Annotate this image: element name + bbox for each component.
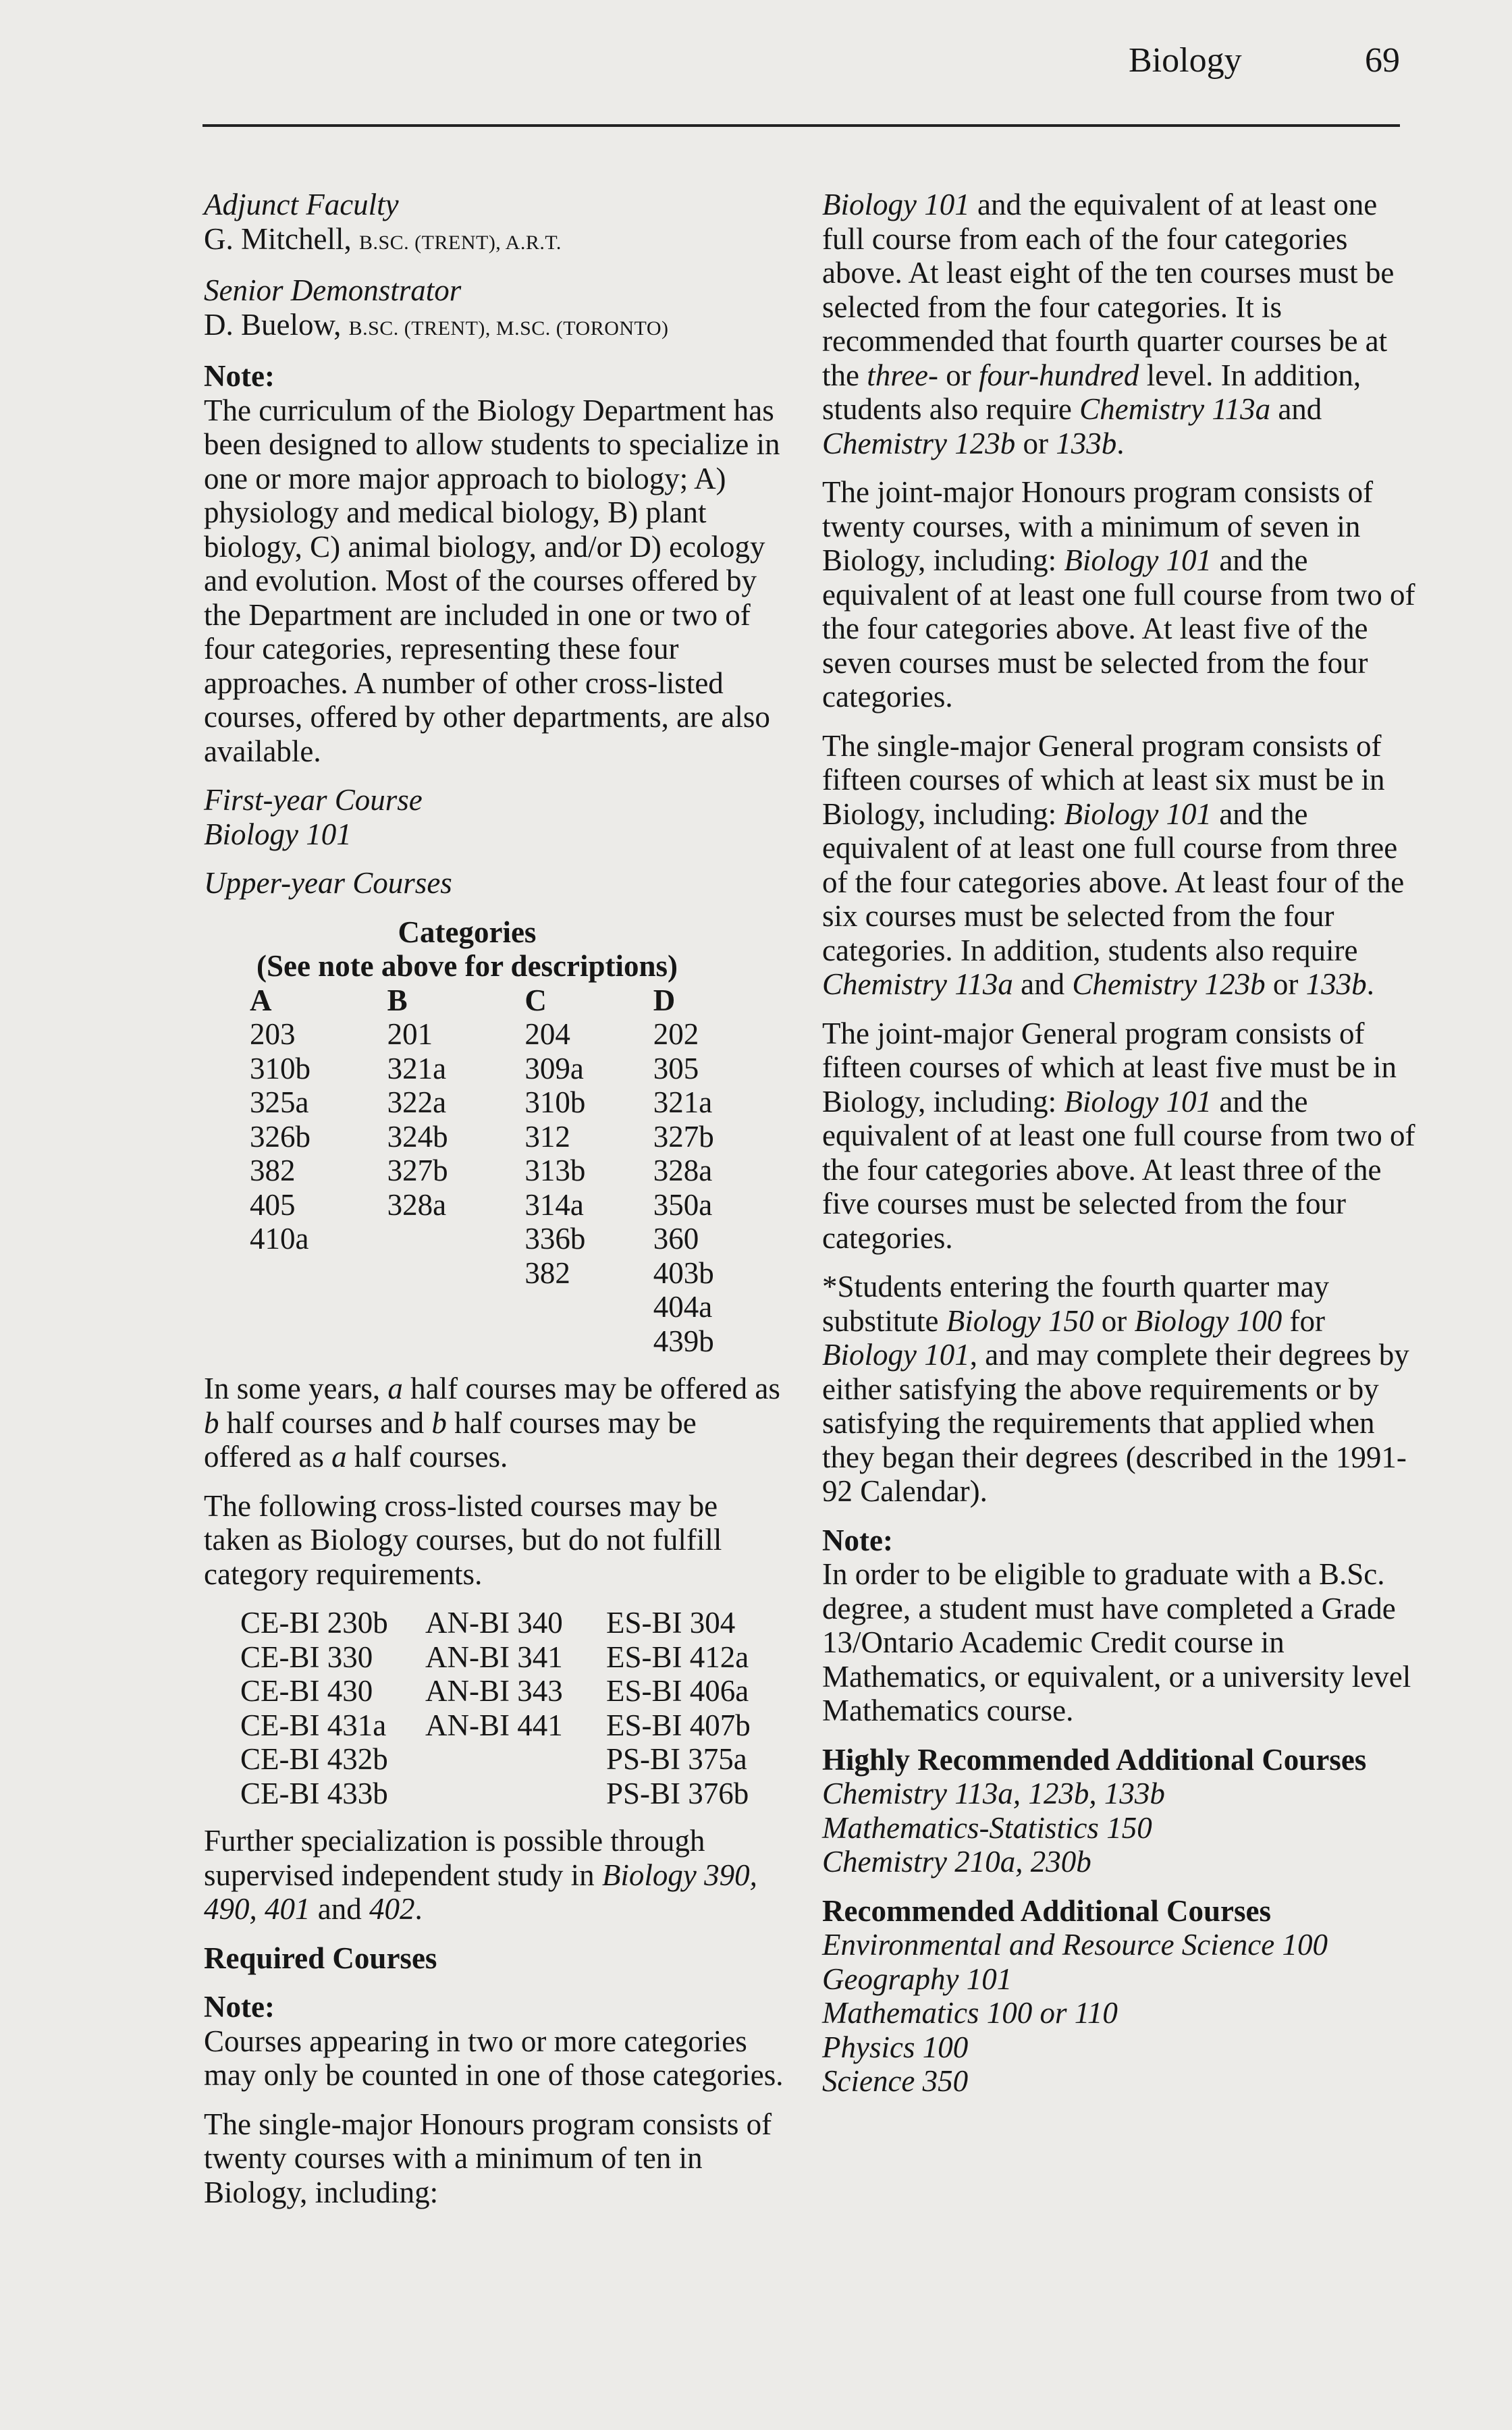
first-year-course: Biology 101: [204, 817, 352, 851]
text-run: Chemistry 113a: [1079, 392, 1271, 426]
category-count-note: Courses appearing in two or more categories may only be counted in one of those categories.: [204, 2024, 784, 2092]
note-heading: Note:: [204, 359, 275, 393]
table-row: [250, 1052, 784, 1086]
text-run: or: [1015, 426, 1056, 460]
text-run: Biology 101: [1064, 796, 1212, 831]
recommended-list: [822, 1928, 1416, 2099]
note-heading: Note:: [822, 1523, 893, 1557]
table-cell: CE-BI 432b: [240, 1742, 388, 1776]
demonstrator-entry: [204, 308, 784, 346]
table-cell: 310b: [524, 1085, 586, 1119]
text-run: or: [1094, 1303, 1135, 1338]
half-course-note: [204, 1372, 784, 1474]
table-cell: CE-BI 230b: [240, 1606, 388, 1640]
table-cell: ES-BI 406a: [606, 1674, 749, 1708]
text-run: three-: [867, 358, 939, 392]
text-run: .: [414, 1892, 423, 1926]
table-row: [240, 1674, 782, 1708]
text-run: and the equivalent of at least one full course from two of the four categories above. At least five of the seven courses must be selected from the four categories.: [822, 543, 1415, 713]
list-item: Chemistry 113a, 123b, 133b: [822, 1777, 1165, 1810]
table-cell: AN-BI 340: [425, 1606, 563, 1640]
list-item: Mathematics 100 or 110: [822, 1996, 1118, 2030]
text-run: .: [1366, 967, 1374, 1001]
highly-recommended-heading: Highly Recommended Additional Courses: [822, 1742, 1367, 1777]
text-run: four-hundred: [979, 358, 1139, 392]
table-cell: CE-BI 431a: [240, 1708, 387, 1742]
table-row: [240, 1640, 782, 1675]
text-run: Biology 150: [946, 1303, 1094, 1338]
note-heading: Note:: [204, 1990, 275, 2024]
categories-title: Categories: [398, 915, 537, 949]
table-cell: 404a: [653, 1290, 713, 1324]
text-run: Further specialization is possible through supervised independent study in: [204, 1824, 705, 1892]
table-cell: [425, 1742, 606, 1777]
table-cell: CE-BI 430: [240, 1674, 373, 1708]
table-cell: 327b: [387, 1154, 448, 1187]
text-run: a: [331, 1440, 347, 1474]
highly-recommended-list: [822, 1777, 1416, 1879]
text-run: 402: [369, 1892, 415, 1926]
column-header: B: [387, 983, 408, 1017]
table-cell: 305: [653, 1051, 699, 1085]
table-cell: [387, 1256, 525, 1291]
table-cell: CE-BI 433b: [240, 1776, 388, 1810]
table-cell: [524, 1290, 653, 1324]
table-row: [250, 1290, 784, 1324]
text-run: b: [204, 1405, 219, 1440]
list-item: Physics 100: [822, 2030, 969, 2064]
table-cell: 202: [653, 1017, 699, 1051]
list-item: Science 350: [822, 2064, 969, 2098]
categories-subtitle: (See note above for descriptions): [256, 949, 678, 983]
cross-listed-intro: The following cross-listed courses may be taken as Biology courses, but do not fulfill category requirements.: [204, 1488, 722, 1591]
table-cell: 314a: [524, 1187, 584, 1222]
text-run: Biology 100: [1134, 1303, 1282, 1338]
table-cell: [250, 1324, 387, 1359]
text-run: b: [431, 1405, 447, 1440]
table-cell: 322a: [387, 1085, 447, 1119]
table-row: [250, 1256, 784, 1291]
text-run: and the equivalent of at least one full course from three of the four categories above. At least four of the six courses must be selected from the four categories. In addition, students also require: [822, 796, 1405, 967]
text-run: Biology 101: [1064, 1084, 1212, 1118]
header-rule: [202, 124, 1400, 127]
table-row: [250, 1154, 784, 1188]
required-courses-heading: Required Courses: [204, 1941, 437, 1975]
text-run: Chemistry 123b: [1072, 967, 1266, 1001]
table-cell: [250, 1290, 387, 1324]
text-run: Chemistry 123b: [822, 426, 1016, 460]
text-run: a: [387, 1372, 403, 1405]
table-cell: 403b: [653, 1256, 714, 1290]
text-run: , and may complete their degrees by either satisfying the above requirements or by satisfying the requirements that applied when they began their degrees (described in the 1991-92 Calendar).: [822, 1338, 1409, 1508]
text-run: half courses may be offered as: [204, 1405, 697, 1474]
text-run: 133b: [1305, 967, 1367, 1001]
column-header: D: [653, 983, 676, 1017]
table-row: [240, 1742, 782, 1777]
text-run: The joint-major Honours program consists of twenty courses, with a minimum of seven in Biology, including:: [822, 475, 1374, 577]
list-item: Chemistry 210a, 230b: [822, 1845, 1091, 1879]
table-cell: 325a: [250, 1085, 309, 1119]
table-cell: 313b: [524, 1154, 586, 1187]
text-run: .: [1116, 426, 1125, 460]
adjunct-credentials: B.SC. (TRENT), A.R.T.: [358, 231, 562, 254]
single-major-honours-start: The single-major Honours program consists of twenty courses with a minimum of ten in Biology, including:: [204, 2107, 772, 2209]
table-cell: 312: [524, 1119, 570, 1154]
table-cell: 321a: [387, 1051, 447, 1085]
table-cell: ES-BI 407b: [606, 1708, 751, 1742]
text-run: and: [1270, 392, 1322, 426]
table-cell: PS-BI 375a: [606, 1742, 747, 1776]
further-specialization: [204, 1824, 784, 1926]
text-run: Biology 101: [1064, 543, 1212, 577]
text-run: 133b: [1056, 426, 1117, 460]
demonstrator-credentials: B.SC. (TRENT), M.SC. (TORONTO): [348, 317, 669, 340]
table-cell: 324b: [387, 1119, 448, 1154]
table-cell: 410a: [250, 1222, 309, 1256]
table-row: [240, 1777, 782, 1811]
fourth-quarter-note: [822, 1270, 1416, 1509]
single-major-honours-continued: [822, 188, 1416, 460]
table-cell: [425, 1777, 606, 1811]
table-cell: [250, 1256, 387, 1291]
recommended-heading: Recommended Additional Courses: [822, 1893, 1272, 1928]
text-run: for: [1282, 1303, 1325, 1338]
text-run: and: [310, 1892, 369, 1926]
page-number: 69: [1365, 41, 1400, 80]
table-cell: 201: [387, 1017, 433, 1051]
list-item: Geography 101: [822, 1962, 1013, 1996]
table-cell: 328a: [653, 1154, 713, 1187]
table-cell: 350a: [653, 1187, 713, 1222]
table-cell: 439b: [653, 1324, 714, 1358]
list-item: Environmental and Resource Science 100: [822, 1928, 1328, 1962]
text-run: Biology 101: [822, 1338, 970, 1372]
table-row: [250, 1017, 784, 1052]
table-row: [250, 1085, 784, 1120]
table-cell: 309a: [524, 1051, 584, 1085]
list-item: Mathematics-Statistics 150: [822, 1810, 1152, 1845]
table-cell: [387, 1222, 525, 1256]
upper-year-label: Upper-year Courses: [204, 866, 452, 900]
table-row: [250, 1222, 784, 1256]
text-run: Biology 390, 490, 401: [204, 1858, 757, 1926]
table-cell: [387, 1324, 525, 1359]
section-title: Biology: [1129, 41, 1242, 80]
text-run: half courses may be offered as: [402, 1372, 780, 1405]
table-cell: [524, 1324, 653, 1359]
column-header: A: [250, 983, 272, 1017]
table-cell: ES-BI 304: [606, 1606, 736, 1640]
text-run: and the equivalent of at least one full course from each of the four categories above. At least eight of the ten courses must be selected from the four categories. It is recommended that fourth quarter courses be at the: [822, 188, 1395, 392]
table-cell: 382: [250, 1154, 296, 1187]
single-major-general: [822, 729, 1416, 1002]
graduation-note: In order to be eligible to graduate with a B.Sc. degree, a student must have completed a Grade 13/Ontario Academic Credit course in Mathematics, or equivalent, or a university level Mathematics course.: [822, 1557, 1411, 1727]
text-run: or: [1265, 967, 1306, 1001]
adjunct-entry: [204, 222, 784, 261]
text-run: half courses.: [346, 1440, 508, 1474]
table-cell: 310b: [250, 1051, 310, 1085]
column-header: C: [524, 983, 547, 1017]
table-row: [250, 1188, 784, 1222]
text-run: and: [1013, 967, 1073, 1001]
table-header-row: [250, 983, 784, 1018]
text-run: Chemistry 113a: [822, 967, 1013, 1001]
table-cell: 336b: [524, 1222, 586, 1256]
table-cell: CE-BI 330: [240, 1640, 373, 1674]
curriculum-note: The curriculum of the Biology Department has been designed to allow students to specialize in one or more major approach to biology; A) physiology and medical biology, B) plant biology, C) animal biology, and/or D) ecology and evolution. Most of the courses offered by the Department are included in one or two of four categories, representing these four approaches. A number of other cross-listed courses, offered by other departments, are also available.: [204, 393, 780, 768]
table-cell: ES-BI 412a: [606, 1640, 749, 1674]
table-cell: 203: [250, 1017, 296, 1051]
first-year-label: First-year Course: [204, 783, 423, 817]
text-run: *Students entering the fourth quarter may substitute: [822, 1270, 1330, 1338]
table-row: [250, 1324, 784, 1359]
table-cell: 360: [653, 1222, 699, 1256]
text-run: The joint-major General program consists of fifteen courses of which at least five must be in Biology, including:: [822, 1016, 1397, 1118]
joint-major-general: [822, 1017, 1416, 1256]
text-run: Biology 101: [822, 188, 970, 221]
table-row: [240, 1708, 782, 1743]
spacer: [204, 346, 784, 359]
table-cell: AN-BI 341: [425, 1640, 563, 1674]
text-run: half courses and: [219, 1405, 432, 1440]
left-column: [204, 188, 784, 2224]
table-cell: 327b: [653, 1119, 714, 1154]
table-cell: 328a: [387, 1187, 447, 1222]
adjunct-label: Adjunct Faculty: [204, 188, 399, 221]
table-cell: PS-BI 376b: [606, 1776, 749, 1810]
cross-listed-table: [240, 1606, 782, 1810]
table-cell: 382: [524, 1256, 570, 1290]
joint-major-honours: [822, 475, 1416, 714]
text-run: level. In addition, students also require: [822, 358, 1361, 426]
table-cell: 405: [250, 1187, 296, 1222]
table-row: [240, 1606, 782, 1640]
demonstrator-label: Senior Demonstrator: [204, 273, 462, 307]
table-cell: 204: [524, 1017, 570, 1051]
categories-table: [250, 983, 784, 1359]
table-cell: AN-BI 343: [425, 1674, 563, 1708]
demonstrator-name: D. Buelow,: [204, 307, 349, 342]
text-run: or: [938, 358, 979, 392]
text-run: The single-major General program consists of fifteen courses of which at least six must be in Biology, including:: [822, 728, 1385, 831]
table-cell: 321a: [653, 1085, 713, 1119]
adjunct-name: G. Mitchell,: [204, 221, 359, 256]
text-run: In some years,: [204, 1372, 388, 1405]
spacer: [204, 260, 784, 273]
table-cell: 326b: [250, 1119, 310, 1154]
text-run: and the equivalent of at least one full course from two of the four categories above. At least three of the five courses must be selected from the four categories.: [822, 1084, 1415, 1255]
table-cell: AN-BI 441: [425, 1708, 563, 1742]
table-cell: [387, 1290, 525, 1324]
right-column: [822, 188, 1416, 2099]
table-row: [250, 1120, 784, 1154]
